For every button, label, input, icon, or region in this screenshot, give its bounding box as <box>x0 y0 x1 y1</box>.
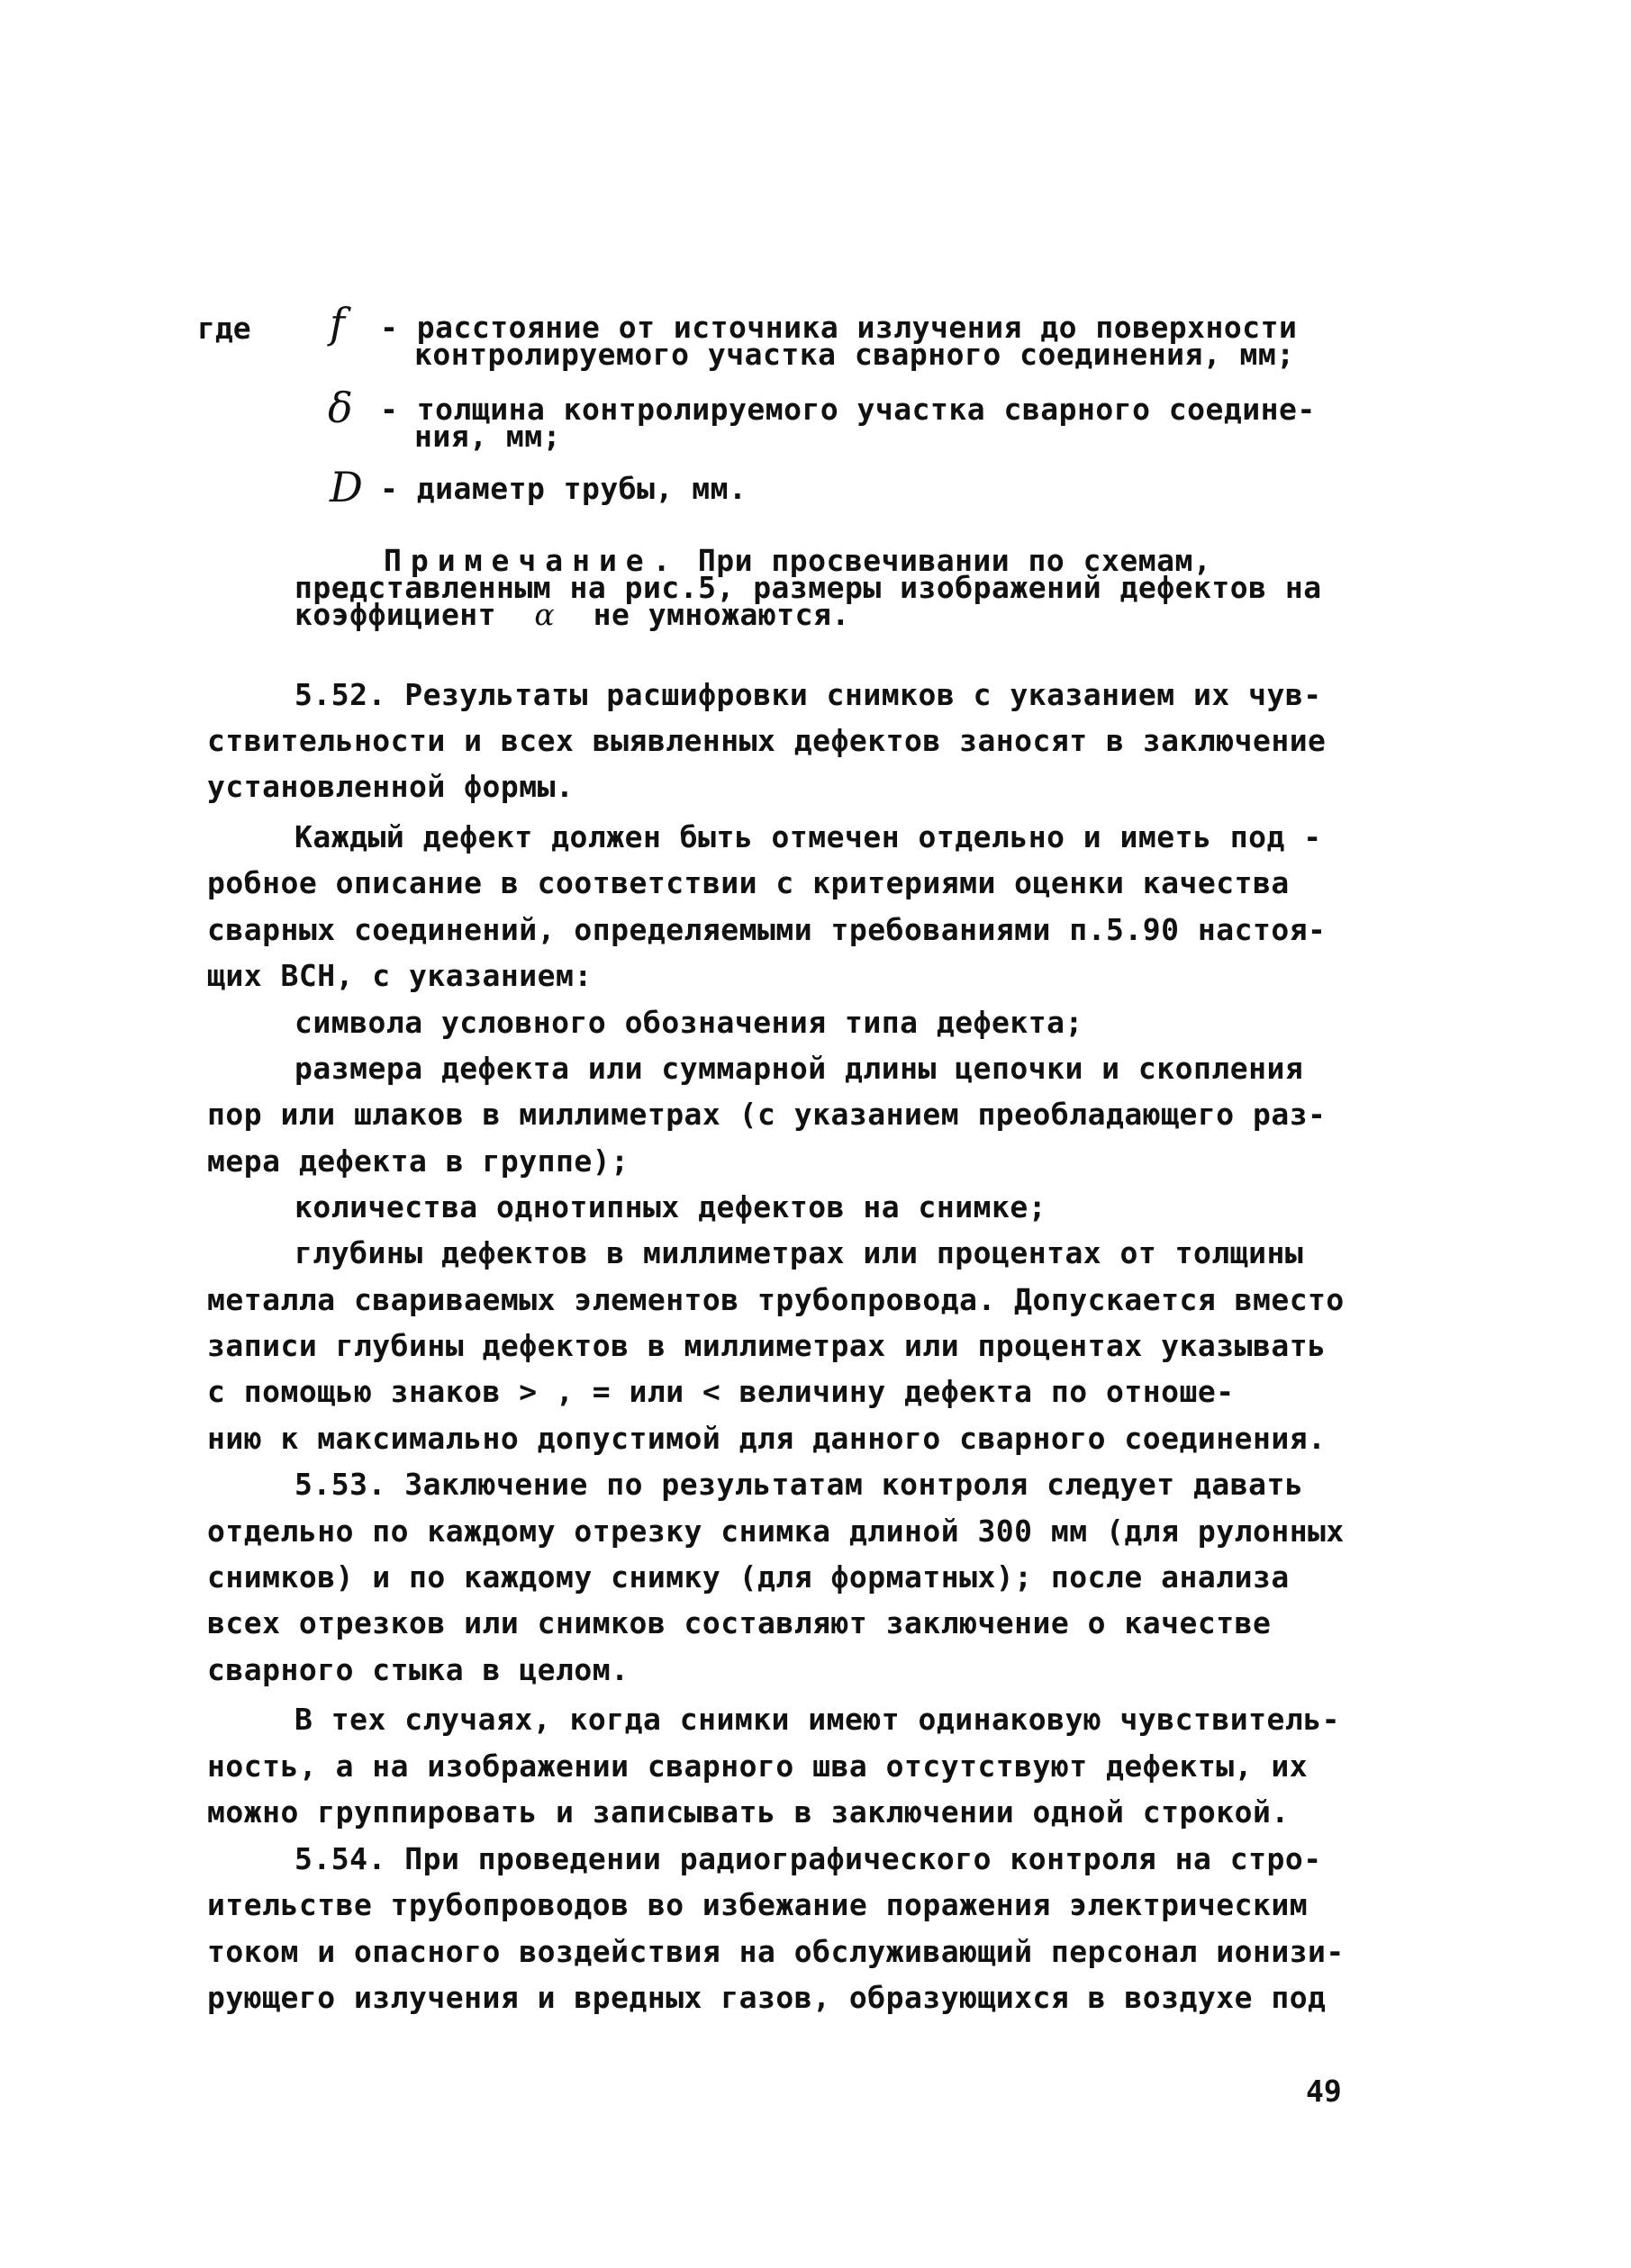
body-line-14: металла свариваемых элементов трубопровода. Допускается вместо <box>207 1282 1345 1317</box>
body-line-28: током и опасного воздействия на обслуживающий персонал ионизи- <box>207 1934 1345 1969</box>
variable-f-symbol: f <box>330 299 346 348</box>
note-heading: Примечание. <box>384 543 680 578</box>
variable-f-line-2: контролируемого участка сварного соединения, мм; <box>414 337 1295 372</box>
body-line-5: робное описание в соответствии с критериями оценки качества <box>207 865 1290 900</box>
body-line-27: ительстве трубопроводов во избежание поражения электрическим <box>207 1887 1309 1922</box>
note-line-3-text-a: коэффициент <box>294 597 497 632</box>
note-line-1-text: При просвечивании по схемам, <box>697 543 1212 578</box>
body-line-21: всех отрезков или снимков составляют заключение о качестве <box>207 1605 1272 1640</box>
variable-delta-line-2: ния, мм; <box>414 419 561 454</box>
body-line-7: щих ВСН, с указанием: <box>207 958 593 993</box>
body-line-3: установленной формы. <box>207 769 575 804</box>
note-line-2: представленным на рис.5, размеры изображений дефектов на <box>294 570 1322 605</box>
body-line-26: 5.54. При проведении радиографического контроля на стро- <box>294 1841 1322 1876</box>
body-line-29: рующего излучения и вредных газов, образующихся в воздухе под <box>207 1980 1327 2015</box>
body-line-13: глубины дефектов в миллиметрах или процентах от толщины <box>294 1235 1304 1270</box>
body-line-6: сварных соединений, определяемыми требованиями п.5.90 настоя- <box>207 912 1327 947</box>
body-line-2: ствительности и всех выявленных дефектов заносят в заключение <box>207 723 1327 758</box>
body-line-24: ность, а на изображении сварного шва отсутствуют дефекты, их <box>207 1748 1309 1784</box>
body-line-20: снимков) и по каждому снимку (для форматных); после анализа <box>207 1559 1290 1595</box>
body-line-18: 5.53. Заключение по результатам контроля следует давать <box>294 1467 1304 1502</box>
variable-d-line-1: - диаметр трубы, мм. <box>380 471 748 506</box>
body-line-8: символа условного обозначения типа дефекта; <box>294 1005 1083 1040</box>
body-line-19: отдельно по каждому отрезку снимка длиной 300 мм (для рулонных <box>207 1514 1345 1549</box>
note-line-3-text-b: не умножаются. <box>593 597 850 632</box>
body-line-15: записи глубины дефектов в миллиметрах или процентах указывать <box>207 1328 1327 1363</box>
variable-d-symbol: D <box>330 463 363 511</box>
body-line-12: количества однотипных дефектов на снимке; <box>294 1189 1047 1224</box>
variable-delta-symbol: δ <box>328 384 353 432</box>
variable-delta-line-1: - толщина контролируемого участка сварного соедине- <box>380 392 1316 427</box>
alpha-symbol: α <box>534 597 556 632</box>
note-line-3 <box>294 597 850 632</box>
body-line-22: сварного стыка в целом. <box>207 1652 630 1687</box>
body-line-10: пор или шлаков в миллиметрах (с указанием преобладающего раз- <box>207 1097 1327 1132</box>
body-line-1: 5.52. Результаты расшифровки снимков с указанием их чув- <box>294 677 1322 712</box>
where-label: где <box>197 311 251 346</box>
body-line-9: размера дефекта или суммарной длины цепочки и скопления <box>294 1051 1304 1086</box>
body-line-23: В тех случаях, когда снимки имеют одинаковую чувствитель- <box>294 1702 1340 1737</box>
body-line-4: Каждый дефект должен быть отмечен отдельно и иметь под - <box>294 819 1322 854</box>
page-number: 49 <box>1306 2074 1342 2109</box>
body-line-25: можно группировать и записывать в заключении одной строкой. <box>207 1794 1290 1830</box>
body-line-11: мера дефекта в группе); <box>207 1143 630 1179</box>
body-line-17: нию к максимально допустимой для данного сварного соединения. <box>207 1421 1327 1456</box>
body-line-16: с помощью знаков > , = или < величину дефекта по отноше- <box>207 1374 1235 1409</box>
variable-f-line-1: - расстояние от источника излучения до поверхности <box>380 310 1298 345</box>
